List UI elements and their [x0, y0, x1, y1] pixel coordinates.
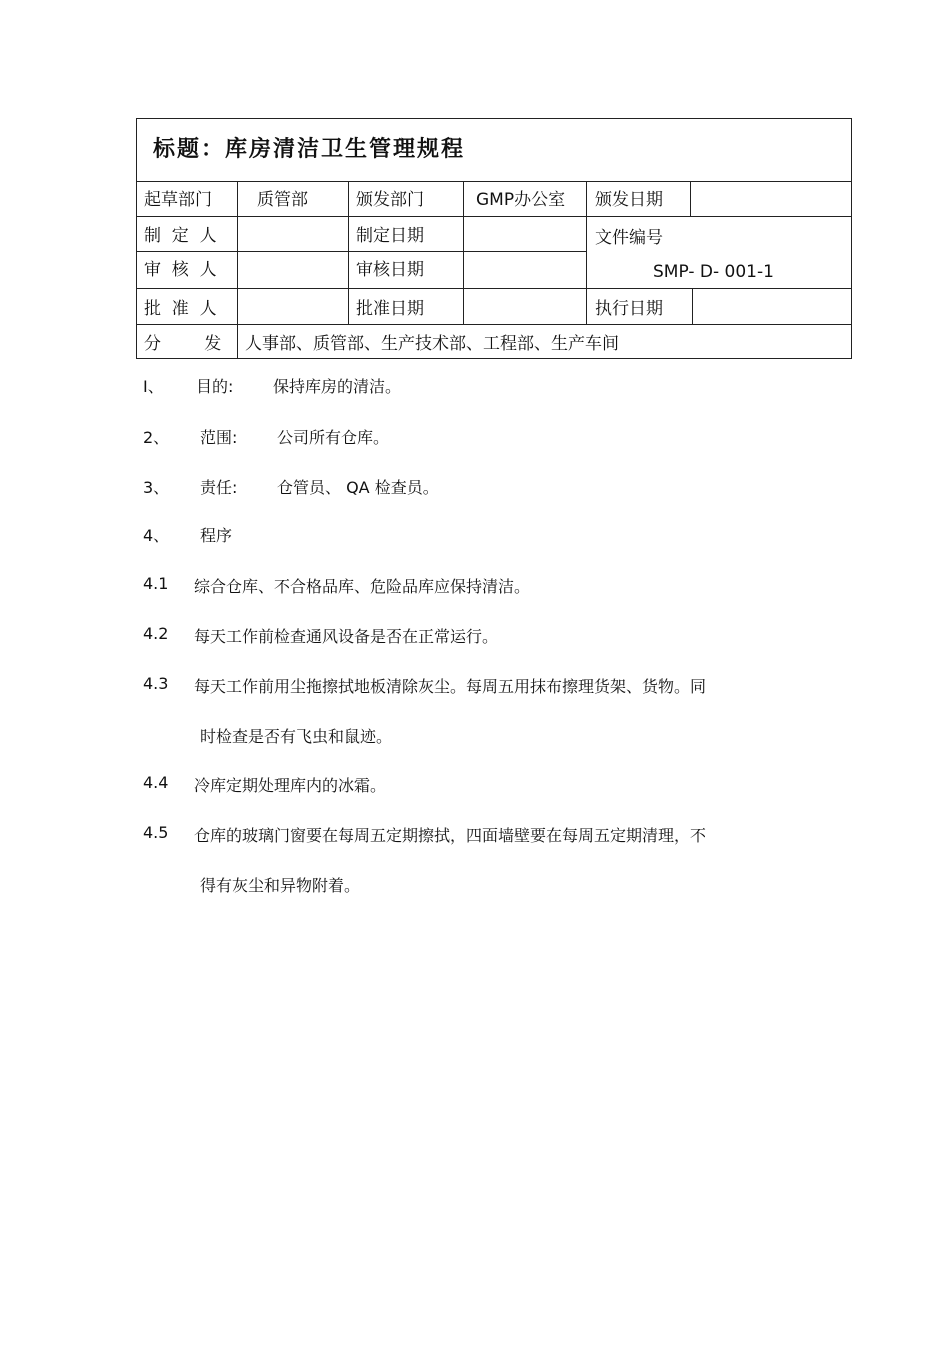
procedure-text: 冷库定期处理库内的冰霜。 — [194, 776, 387, 795]
row-divider — [137, 324, 851, 325]
section-heading: 范围: — [200, 428, 238, 447]
section-number: I、 — [143, 377, 164, 396]
header-table — [136, 118, 852, 359]
row-divider — [137, 216, 851, 217]
file-no-value: SMP- D- 001-1 — [653, 262, 774, 282]
author-label: 制 定 人 — [144, 226, 217, 246]
draft-dept-value: 质管部 — [257, 190, 308, 210]
procedure-number: 4.3 — [143, 674, 169, 693]
section-heading: 程序 — [200, 526, 233, 545]
distribution-label: 分 发 — [144, 334, 222, 354]
author-date-label: 制定日期 — [356, 226, 424, 246]
approver-label: 批 准 人 — [144, 299, 217, 319]
issue-date-label: 颁发日期 — [595, 190, 663, 210]
section-heading: 责任: — [200, 478, 238, 497]
procedure-number: 4.5 — [143, 823, 169, 842]
procedure-text: 每天工作前检查通风设备是否在正常运行。 — [194, 627, 499, 646]
section-heading: 目的: — [196, 377, 234, 396]
procedure-text-continued: 得有灰尘和异物附着。 — [200, 876, 361, 895]
column-divider — [692, 288, 693, 324]
column-divider — [237, 182, 238, 359]
section-text: 保持库房的清洁。 — [273, 377, 402, 396]
procedure-number: 4.4 — [143, 773, 169, 792]
section-number: 2、 — [143, 428, 170, 447]
procedure-number: 4.2 — [143, 624, 169, 643]
section-number: 4、 — [143, 526, 170, 545]
issue-dept-value: GMP办公室 — [476, 190, 566, 210]
row-divider — [137, 251, 586, 252]
column-divider — [586, 182, 587, 324]
procedure-text-continued: 时检查是否有飞虫和鼠迹。 — [200, 727, 393, 746]
distribution-value: 人事部、质管部、生产技术部、工程部、生产车间 — [245, 334, 619, 354]
column-divider — [463, 182, 464, 324]
column-divider — [690, 182, 691, 216]
section-text: 仓管员、 QA 检查员。 — [277, 478, 439, 497]
review-date-label: 审核日期 — [356, 260, 424, 280]
reviewer-label: 审 核 人 — [144, 260, 217, 280]
approve-date-label: 批准日期 — [356, 299, 424, 319]
section-text: 公司所有仓库。 — [277, 428, 390, 447]
draft-dept-label: 起草部门 — [144, 190, 212, 210]
procedure-text: 每天工作前用尘拖擦拭地板清除灰尘。每周五用抹布擦理货架、货物。同 — [194, 677, 707, 696]
procedure-number: 4.1 — [143, 574, 169, 593]
column-divider — [348, 182, 349, 324]
document-title: 标题：库房清洁卫生管理规程 — [153, 137, 466, 162]
procedure-text: 综合仓库、不合格品库、危险品库应保持清洁。 — [194, 577, 531, 596]
file-no-label: 文件编号 — [595, 228, 663, 248]
issue-dept-label: 颁发部门 — [356, 190, 424, 210]
title-row — [137, 119, 851, 182]
procedure-text: 仓库的玻璃门窗要在每周五定期擦拭，四面墙壁要在每周五定期清理，不 — [194, 826, 707, 845]
row-divider — [137, 288, 851, 289]
section-number: 3、 — [143, 478, 170, 497]
effective-date-label: 执行日期 — [595, 299, 663, 319]
